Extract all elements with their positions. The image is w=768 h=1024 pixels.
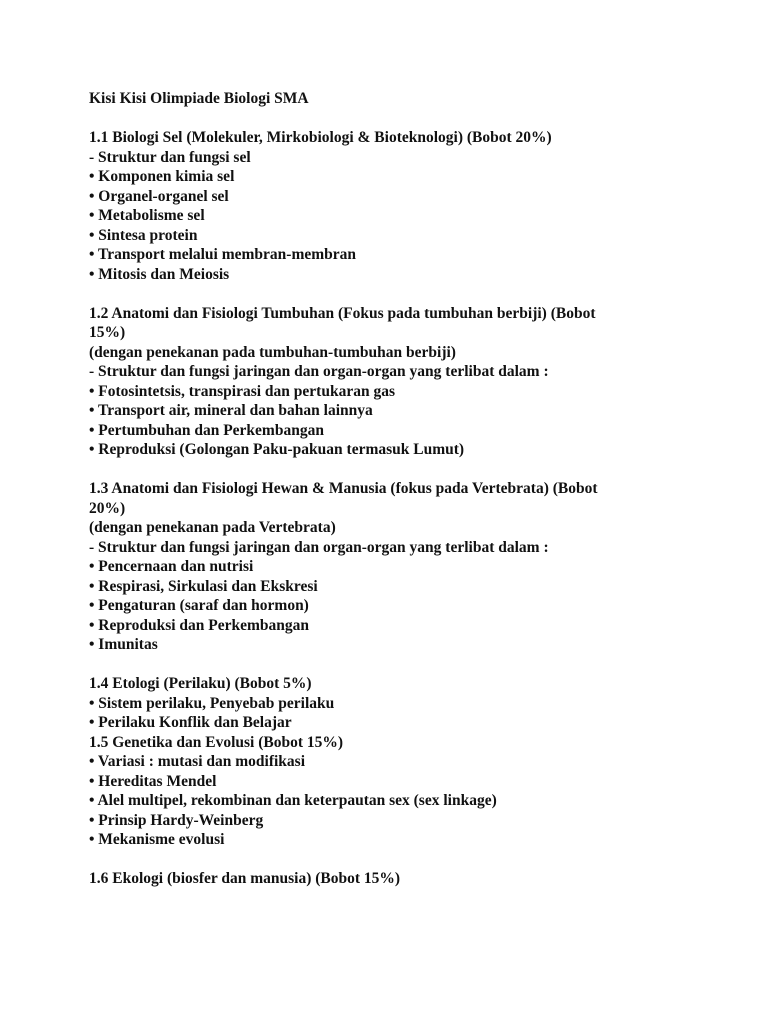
- spacer: [89, 850, 689, 870]
- list-item: • Perilaku Konflik dan Belajar: [89, 714, 292, 731]
- section-heading-continued: 15%): [89, 324, 126, 341]
- section-1-1: [89, 128, 689, 284]
- list-item: • Imunitas: [89, 636, 158, 653]
- section-heading-continued: 20%): [89, 499, 126, 517]
- list-item: • Mitosis dan Meiosis: [89, 265, 230, 283]
- spacer: [89, 655, 689, 675]
- list-item: - Struktur dan fungsi jaringan dan organ-organ yang terlibat dalam :: [89, 538, 549, 556]
- list-item: • Reproduksi dan Perkembangan: [89, 616, 310, 634]
- list-item: - Struktur dan fungsi sel: [89, 148, 251, 166]
- section-heading: 1.3 Anatomi dan Fisiologi Hewan & Manusia (fokus pada Vertebrata) (Bobot: [89, 480, 598, 497]
- list-item: • Komponen kimia sel: [89, 168, 235, 185]
- list-item: • Mekanisme evolusi: [89, 831, 225, 848]
- section-1-6: [89, 869, 689, 889]
- list-item: • Transport air, mineral dan bahan lainnya: [89, 402, 373, 419]
- spacer: [89, 460, 689, 480]
- section-1-4: [89, 674, 689, 733]
- list-item: • Reproduksi (Golongan Paku-pakuan termasuk Lumut): [89, 441, 465, 458]
- section-heading: 1.6 Ekologi (biosfer dan manusia) (Bobot 15%): [89, 870, 401, 887]
- list-item: • Pengaturan (saraf dan hormon): [89, 597, 309, 614]
- list-item: • Pencernaan dan nutrisi: [89, 558, 254, 575]
- section-1-3: [89, 479, 689, 655]
- list-item: • Hereditas Mendel: [89, 772, 217, 790]
- spacer: [89, 284, 689, 304]
- list-item: - Struktur dan fungsi jaringan dan organ-organ yang terlibat dalam :: [89, 363, 549, 380]
- list-item: • Fotosintetsis, transpirasi dan pertukaran gas: [89, 382, 395, 400]
- list-item: • Sintesa protein: [89, 226, 198, 244]
- section-1-2: [89, 304, 689, 460]
- document-title: Kisi Kisi Olimpiade Biologi SMA: [89, 90, 309, 107]
- list-item: • Transport melalui membran-membran: [89, 246, 357, 263]
- section-heading: 1.4 Etologi (Perilaku) (Bobot 5%): [89, 675, 312, 692]
- list-item: • Variasi : mutasi dan modifikasi: [89, 753, 306, 770]
- list-item: • Respirasi, Sirkulasi dan Ekskresi: [89, 577, 318, 595]
- list-item: • Prinsip Hardy-Weinberg: [89, 811, 264, 829]
- section-1-5: [89, 733, 689, 850]
- list-item: • Organel-organel sel: [89, 187, 229, 205]
- section-heading: 1.1 Biologi Sel (Molekuler, Mirkobiologi & Bioteknologi) (Bobot 20%): [89, 129, 552, 146]
- section-heading: 1.5 Genetika dan Evolusi (Bobot 15%): [89, 733, 344, 751]
- section-heading: 1.2 Anatomi dan Fisiologi Tumbuhan (Fokus pada tumbuhan berbiji) (Bobot: [89, 304, 596, 322]
- list-item: (dengan penekanan pada Vertebrata): [89, 519, 336, 536]
- list-item: • Pertumbuhan dan Perkembangan: [89, 421, 324, 439]
- list-item: (dengan penekanan pada tumbuhan-tumbuhan berbiji): [89, 343, 456, 361]
- spacer: [89, 109, 689, 129]
- document-page: [89, 89, 689, 889]
- list-item: • Alel multipel, rekombinan dan keterpautan sex (sex linkage): [89, 792, 497, 809]
- list-item: • Sistem perilaku, Penyebab perilaku: [89, 694, 335, 712]
- list-item: • Metabolisme sel: [89, 207, 205, 224]
